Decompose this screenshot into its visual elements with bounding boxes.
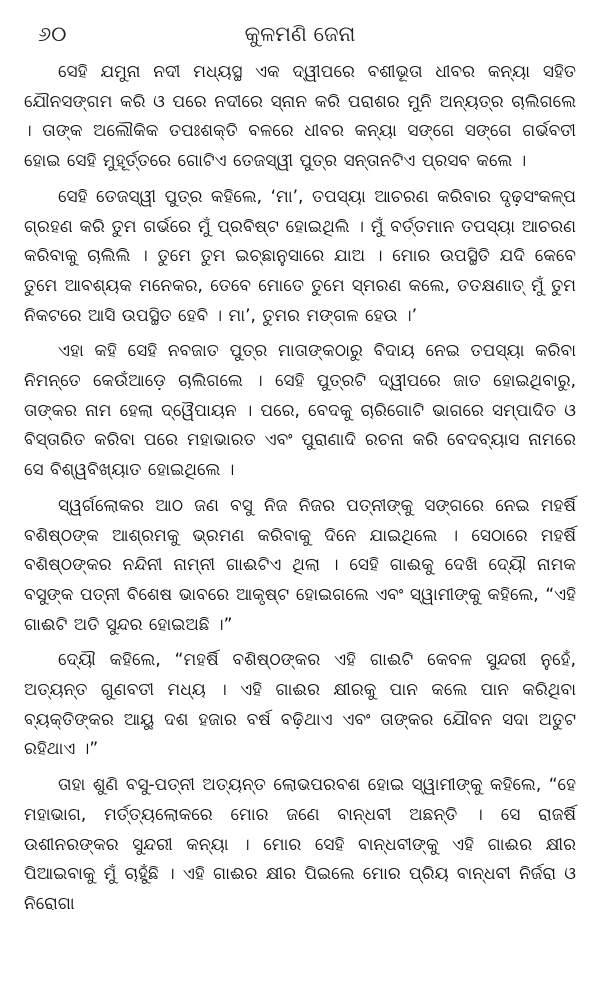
page-header [24,14,576,50]
paragraph: ଏହା କହି ସେହି ନବଜାତ ପୁତ୍ର ମାତାଙ୍କଠାରୁ ବିଦାୟ ନେଇ ତପସ୍ୟା କରିବା ନିମନ୍ତେ କେଉଁଆଡ଼େ ଚାଲିଗଲେ । ସେହି ପୁତ୍ରଟି ଦ୍ୱୀପରେ ଜାତ ହୋଇଥିବାରୁ, ତାଙ୍କର ନାମ ହେଲା ଦ୍ୱୈପାୟନ । ପରେ, ବେଦକୁ ଚାରିଗୋଟି ଭାଗରେ ସମ୍ପାଦିତ ଓ ବିସ୍ତାରିତ କରିବା ପରେ ମହାଭାରତ ଏବଂ ପୁରାଣାଦି ରଚନା କରି ବେଦବ୍ୟାସ ନାମରେ ସେ ବିଶ୍ୱବିଖ୍ୟାତ ହୋଇଥିଲେ । [24,341,576,481]
paragraph: ସେହି ଯମୁନା ନଦୀ ମଧ୍ୟସ୍ଥ ଏକ ଦ୍ୱୀପରେ ବଶୀଭୂତା ଧୀବର କନ୍ୟା ସହିତ ଯୌନସଙ୍ଗମ କରି ଓ ପରେ ନଦୀରେ ସ୍ନାନ କରି ପରାଶର ମୁନି ଅନ୍ୟତ୍ର ଚାଲିଗଲେ । ତାଙ୍କ ଅଲୌକିକ ତପଃଶକ୍ତି ବଳରେ ଧୀବର କନ୍ୟା ସଙ୍ଗେ ସଙ୍ଗେ ଗର୍ଭବତୀ ହୋଇ ସେହି ମୁହୂର୍ତ୍ତରେ ଗୋଟିଏ ତେଜସ୍ୱୀ ପୁତ୍ର ସନ୍ତାନଟିଏ ପ୍ରସବ କଲେ । [24,62,576,172]
page-number: ୬୦ [38,22,67,46]
paragraph: ସ୍ୱର୍ଗଲୋକର ଆଠ ଜଣ ବସୁ ନିଜ ନିଜର ପତ୍ନୀଙ୍କୁ ସଙ୍ଗରେ ନେଇ ମହର୍ଷି ବଶିଷ୍ଠଙ୍କ ଆଶ୍ରମକୁ ଭ୍ରମଣ କରିବାକୁ ଦିନେ ଯାଇଥିଲେ । ସେଠାରେ ମହର୍ଷି ବଶିଷ୍ଠଙ୍କର ନନ୍ଦିନୀ ନାମ୍ନୀ ଗାଈଟିଏ ଥିଲା । ସେହି ଗାଈକୁ ଦେଖି ଦ୍ୟୌ ନାମକ ବସୁଙ୍କ ପତ୍ନୀ ବିଶେଷ ଭାବରେ ଆକୃଷ୍ଟ ହୋଇଗଲେ ଏବଂ ସ୍ୱାମୀଙ୍କୁ କହିଲେ, “ଏହି ଗାଈଟି ଅତି ସୁନ୍ଦର ହୋଇଅଛି ।” [24,495,576,635]
body-text [24,58,576,920]
paragraph: ସେହି ତେଜସ୍ୱୀ ପୁତ୍ର କହିଲେ, ‘ମା’, ତପସ୍ୟା ଆଚରଣ କରିବାର ଦୃଢ଼ସଂକଳ୍ପ ଗ୍ରହଣ କରି ତୁମ ଗର୍ଭରେ ମୁଁ ପ୍ରବିଷ୍ଟ ହୋଇଥିଲି । ମୁଁ ବର୍ତ୍ତମାନ ତପସ୍ୟା ଆଚରଣ କରିବାକୁ ଚାଲିଲି । ତୁମେ ତୁମ ଇଚ୍ଛାନୁସାରେ ଯାଅ । ମୋର ଉପସ୍ଥିତି ଯଦି କେବେ ତୁମେ ଆବଶ୍ୟକ ମନେକର, ତେବେ ମୋତେ ତୁମେ ସ୍ମରଣ କଲେ, ତତକ୍ଷଣାତ୍ ମୁଁ ତୁମ ନିକଟରେ ଆସି ଉପସ୍ଥିତ ହେବି । ମା’, ତୁମର ମଙ୍ଗଳ ହେଉ ।’ [24,186,576,326]
running-title: କୁଳମଣି ଜେନା [244,22,356,46]
paragraph: ତାହା ଶୁଣି ବସୁ-ପତ୍ନୀ ଅତ୍ୟନ୍ତ ଲୋଭପରବଶ ହୋଇ ସ୍ୱାମୀଙ୍କୁ କହିଲେ, “ହେ ମହାଭାଗ, ମର୍ତ୍ତ୍ୟଲୋକରେ ମୋର ଜଣେ ବାନ୍ଧବୀ ଅଛନ୍ତି । ସେ ରାଜର୍ଷି ଉଶୀନରଙ୍କର ସୁନ୍ଦରୀ କନ୍ୟା । ମୋର ସେହି ବାନ୍ଧବୀଙ୍କୁ ଏହି ଗାଈର କ୍ଷୀର ପିଆଇବାକୁ ମୁଁ ଚାହୁଁଛି । ଏହି ଗାଈର କ୍ଷୀର ପିଇଲେ ମୋର ପ୍ରିୟ ବାନ୍ଧବୀ ନିର୍ଜରା ଓ ନିରୋଗା [24,775,576,914]
paragraph: ଦ୍ୟୌ କହିଲେ, “ମହର୍ଷି ବଶିଷ୍ଠଙ୍କର ଏହି ଗାଈଟି କେବଳ ସୁନ୍ଦରୀ ନୁହେଁ, ଅତ୍ୟନ୍ତ ଗୁଣବତୀ ମଧ୍ୟ । ଏହି ଗାଈର କ୍ଷୀରକୁ ପାନ କଲେ ପାନ କରିଥିବା ବ୍ୟକ୍ତିଙ୍କର ଆୟୁ ଦଶ ହଜାର ବର୍ଷ ବଢ଼ିଥାଏ ଏବଂ ତାଙ୍କର ଯୌବନ ସଦା ଅତୁଟ ରହିଥାଏ ।” [24,650,576,760]
